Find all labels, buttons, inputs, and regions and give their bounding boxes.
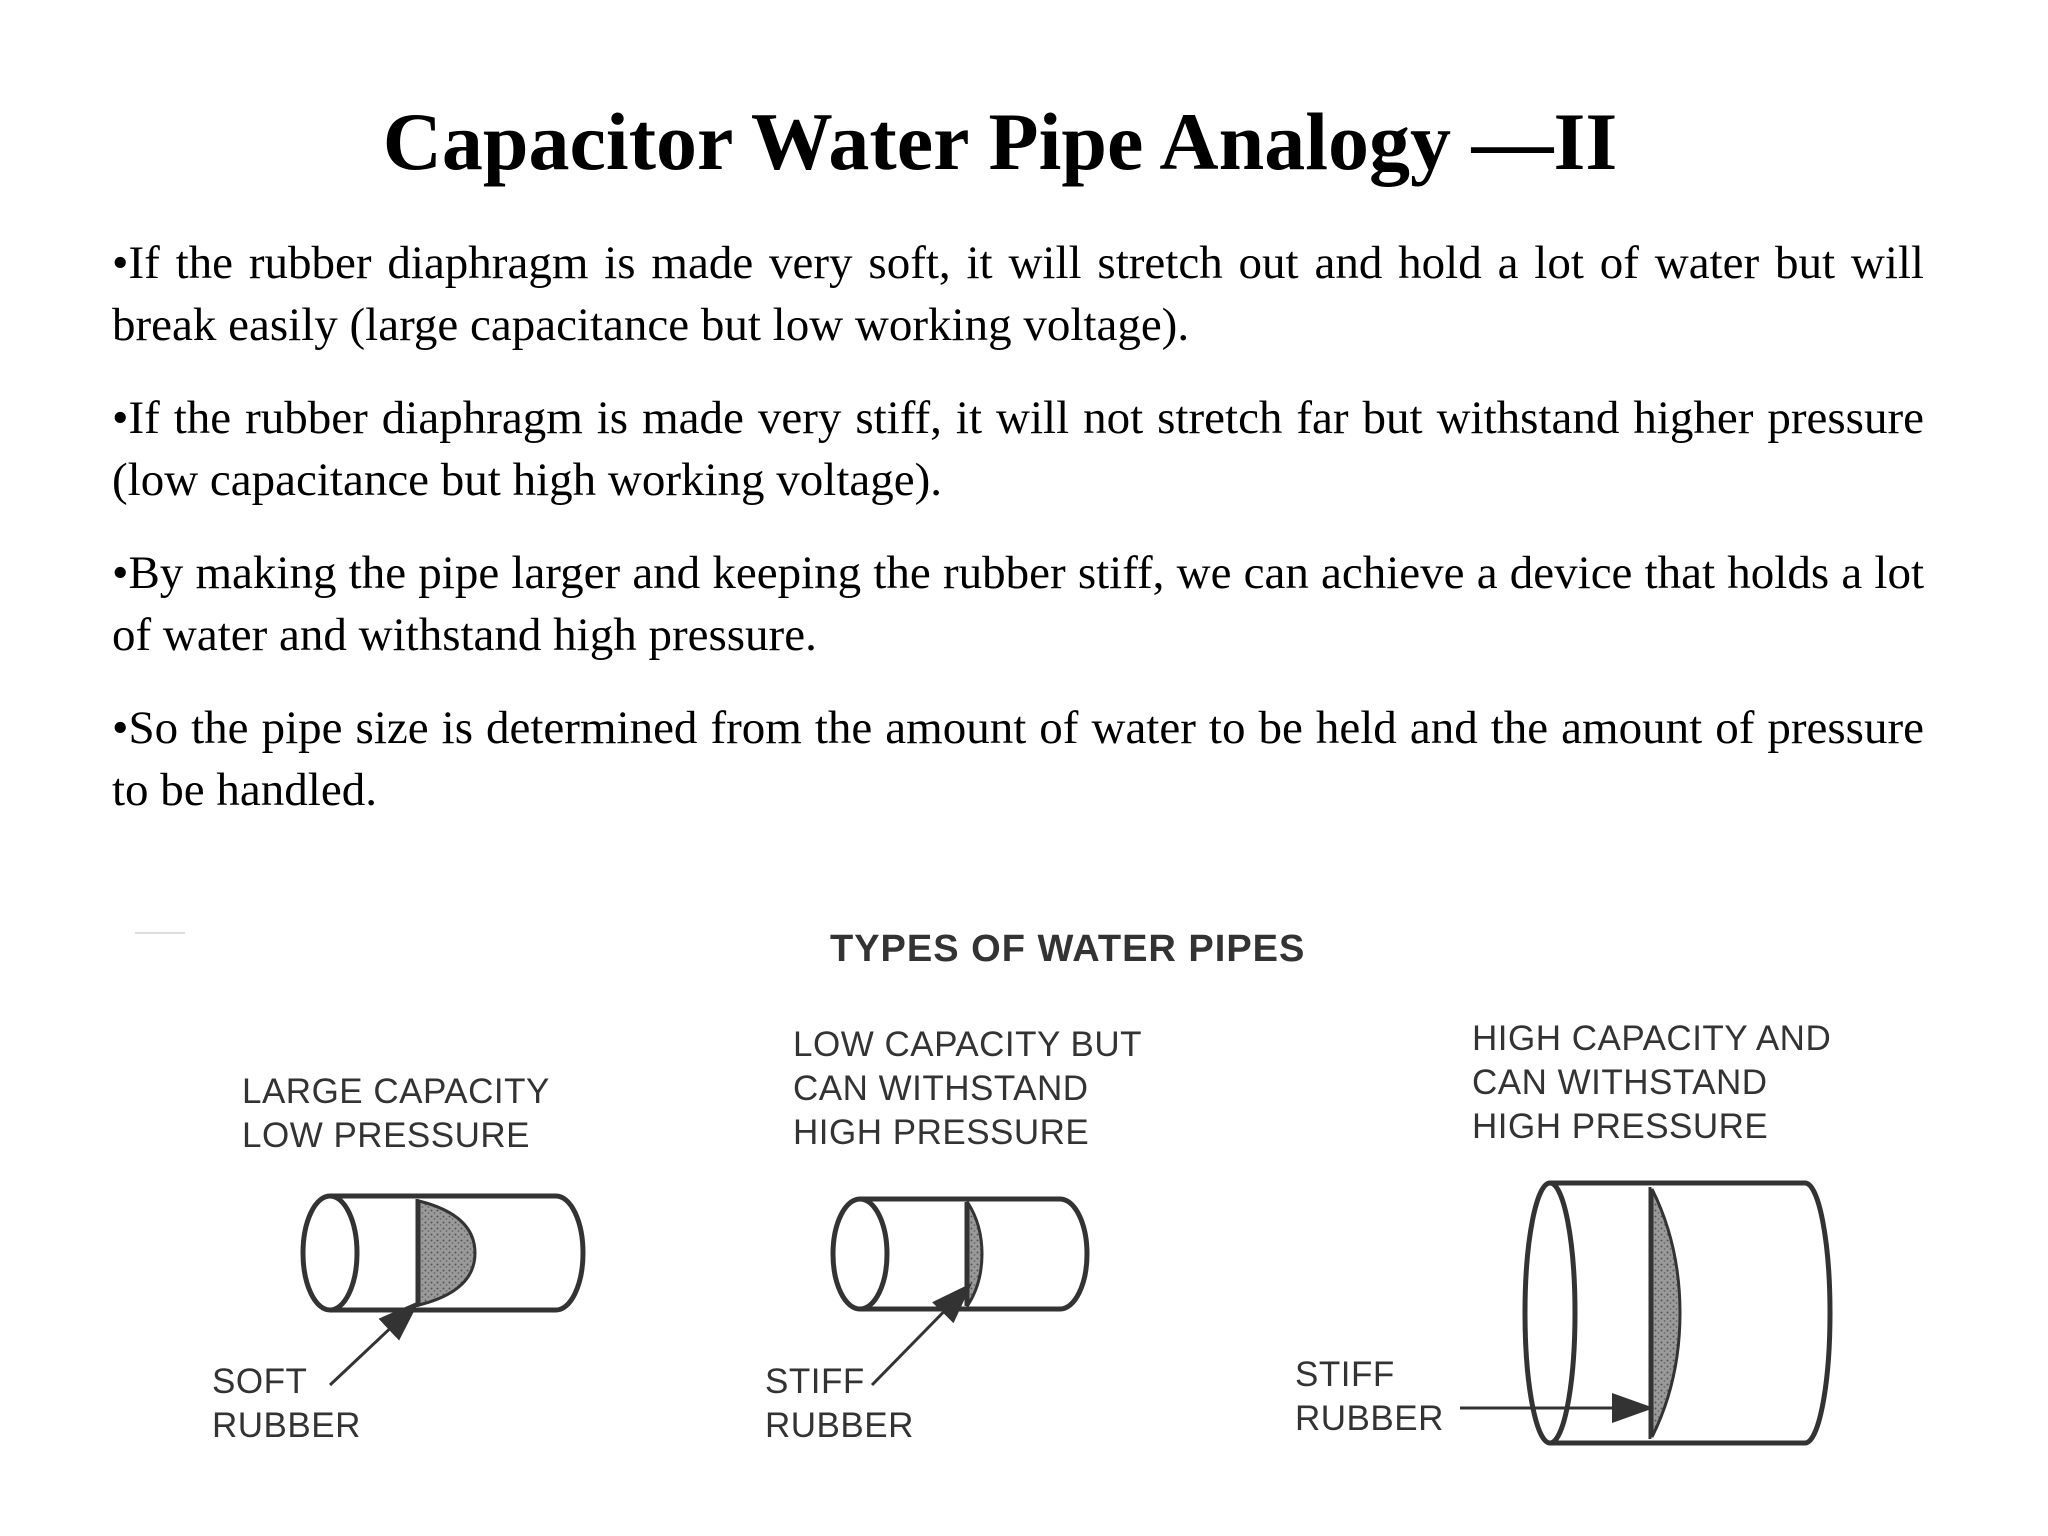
pipe-caption	[242, 1070, 550, 1158]
caption-line: LARGE CAPACITY	[242, 1072, 550, 1111]
caption-line: CAN WITHSTAND	[793, 1069, 1089, 1108]
rubber-label-line: RUBBER	[212, 1406, 361, 1445]
rubber-label-line: RUBBER	[765, 1406, 914, 1445]
pipes-illustration	[130, 915, 1890, 1495]
caption-line: LOW PRESSURE	[242, 1116, 530, 1155]
pipe-soft-rubber	[303, 1196, 583, 1385]
rubber-label	[765, 1360, 914, 1448]
rubber-label-line: STIFF	[1295, 1355, 1395, 1394]
diagram-title: TYPES OF WATER PIPES	[830, 928, 1306, 970]
slide-title: Capacitor Water Pipe Analogy —II	[382, 96, 1618, 187]
rubber-label	[212, 1360, 361, 1448]
caption-line: HIGH CAPACITY AND	[1472, 1019, 1832, 1058]
bullet-item: •If the rubber diaphragm is made very stiff, it will not stretch far but withstand higher pressure (low capacitance but high working voltage).	[112, 392, 1924, 506]
pipe-stiff-rubber-small	[833, 1199, 1087, 1385]
caption-line: HIGH PRESSURE	[793, 1113, 1090, 1152]
pipe-stiff-rubber-large	[1460, 1183, 1830, 1443]
bullet-list	[112, 232, 1924, 852]
pipe-caption	[793, 1023, 1142, 1155]
soft-rubber-diaphragm	[419, 1201, 475, 1305]
pipe-caption	[1472, 1017, 1831, 1149]
caption-line: LOW CAPACITY BUT	[793, 1025, 1142, 1064]
rubber-label-line: RUBBER	[1295, 1399, 1444, 1438]
stiff-rubber-diaphragm-large	[1652, 1189, 1680, 1437]
bullet-item: •By making the pipe larger and keeping the rubber stiff, we can achieve a device that holds a lot of water and withstand high pressure.	[112, 547, 1924, 661]
bullet-item: •So the pipe size is determined from the amount of water to be held and the amount of pressure to be handled.	[112, 702, 1924, 816]
rubber-label-line: STIFF	[765, 1362, 865, 1401]
rubber-label	[1295, 1353, 1444, 1441]
caption-line: CAN WITHSTAND	[1472, 1063, 1768, 1102]
bullet-item: •If the rubber diaphragm is made very soft, it will stretch out and hold a lot of water but will break easily (large capacitance but low working voltage).	[112, 237, 1924, 351]
rubber-label-line: SOFT	[212, 1362, 308, 1401]
caption-line: HIGH PRESSURE	[1472, 1107, 1769, 1146]
stiff-rubber-diaphragm-small	[968, 1203, 982, 1305]
water-pipes-diagram	[130, 915, 1890, 1495]
